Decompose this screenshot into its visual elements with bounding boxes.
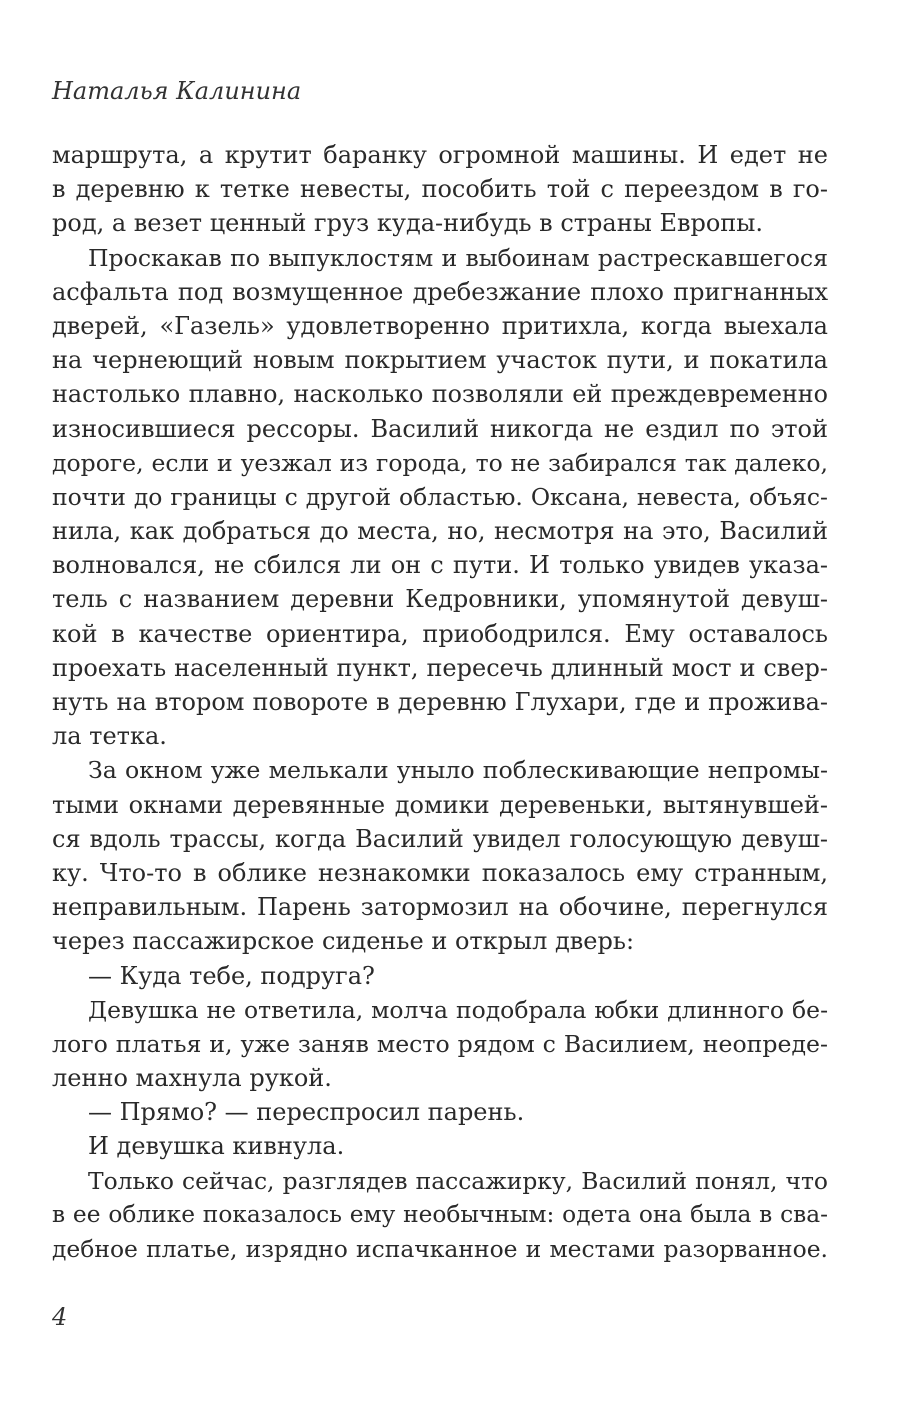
text-line: тыми окнами деревянные домики деревеньки, вытянувшей- [52,790,828,819]
text-line: ла тетка. [52,722,167,751]
text-line: Проскакав по выпуклостям и выбоинам растрескавшегося [88,243,828,272]
text-line: ленно махнула рукой. [52,1064,332,1093]
text-line: нуть на втором повороте в деревню Глухари, где и прожива- [52,688,828,716]
text-line: ку. Что-то в облике незнакомки показалось ему странным, [52,858,828,887]
text-line: волновался, не сбился ли он с пути. И только увидев указа- [52,551,828,580]
text-line: настолько плавно, насколько позволяли ей преждевременно [52,380,828,409]
text-line: почти до границы с другой областью. Оксана, невеста, объяс- [52,482,828,511]
text-line: в ее облике показалось ему необычным: одета она была в сва- [52,1200,828,1228]
text-line: износившиеся рессоры. Василий никогда не ездил по этой [52,414,828,443]
text-line: проехать населенный пункт, пересечь длинный мост и свер- [52,653,828,682]
text-line: неправильным. Парень затормозил на обочине, перегнулся [52,893,828,922]
text-line: маршрута, а крутит баранку огромной машины. И едет не [52,141,828,169]
text-line: нила, как добраться до места, но, несмотря на это, Василий [52,517,828,546]
text-line: ся вдоль трассы, когда Василий увидел голосующую девуш- [52,824,828,853]
text-line: асфальта под возмущенное дребезжание плохо пригнанных [52,277,828,306]
text-line: тель с названием деревни Кедровники, упомянутой девуш- [52,585,828,614]
text-line: Только сейчас, разглядев пассажирку, Василий понял, что [88,1166,828,1195]
text-line: дверей, «Газель» удовлетворенно притихла, когда выехала [52,311,828,340]
text-line: лого платья и, уже заняв место рядом с Василием, неопреде- [52,1029,828,1058]
text-line: кой в качестве ориентира, приободрился. Ему оставалось [52,619,828,648]
text-line: на чернеющий новым покрытием участок пути, и покатила [52,346,828,375]
text-line: род, а везет ценный груз куда-нибудь в страны Европы. [52,209,764,238]
running-head-author: Наталья Калинина [52,77,302,105]
text-line: — Куда тебе, подруга? [88,961,375,990]
text-line: дебное платье, изрядно испачканное и местами разорванное. [52,1235,828,1263]
text-line: через пассажирское сиденье и открыл дверь: [52,927,635,956]
text-line: в деревню к тетке невесты, пособить той с переездом в го- [52,175,828,204]
text-line: дороге, если и уезжал из города, то не забирался так далеко, [52,448,828,477]
text-line: За окном уже мелькали уныло поблескивающие непромы- [88,756,828,785]
text-line: И девушка кивнула. [88,1132,345,1161]
text-line: Девушка не ответила, молча подобрала юбки длинного бе- [88,995,828,1024]
page-number: 4 [52,1303,68,1331]
body-text [52,138,828,1266]
text-line: — Прямо? — переспросил парень. [88,1098,525,1127]
